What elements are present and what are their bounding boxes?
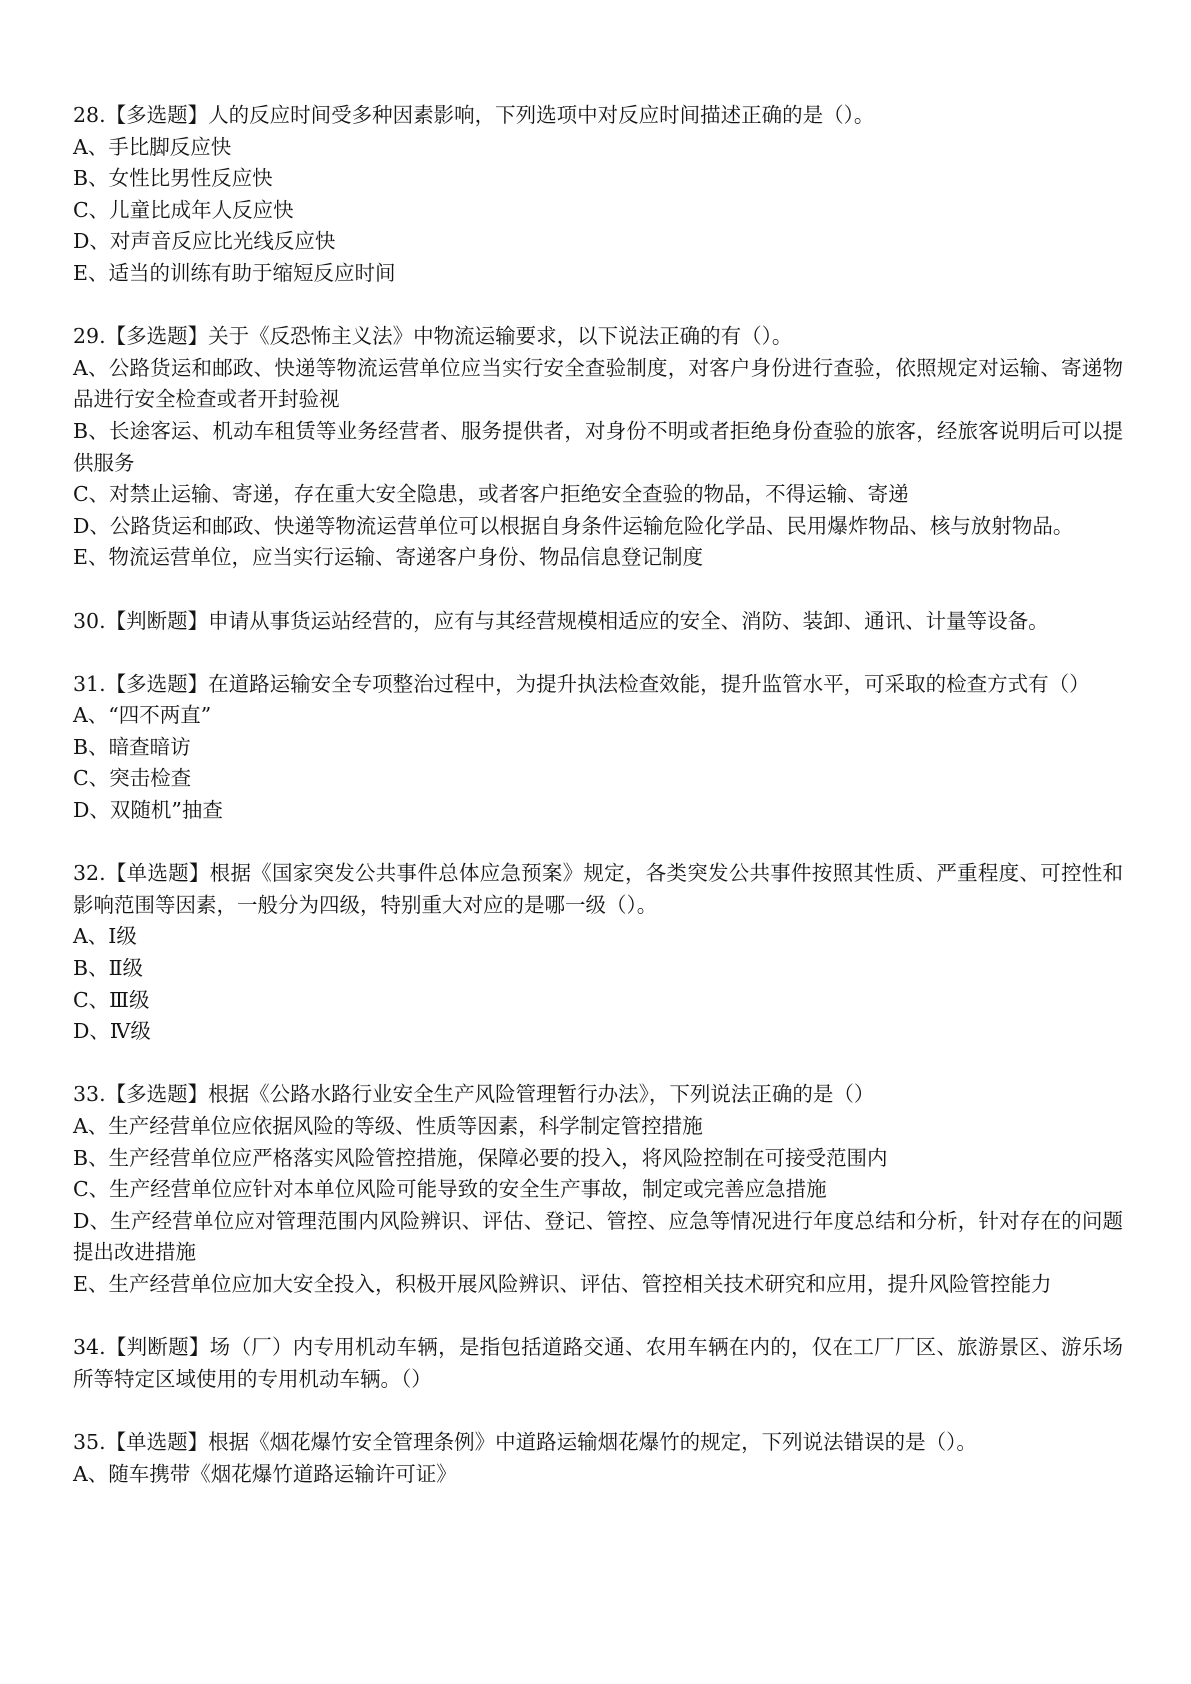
question-stem: 31.【多选题】在道路运输安全专项整治过程中，为提升执法检查效能，提升监管水平，可采取的检查方式有（） [73,671,1090,696]
option-c: C、Ⅲ级 [73,987,150,1012]
option-e: E、物流运营单位，应当实行运输、寄递客户身份、物品信息登记制度 [73,545,703,570]
option-e: E、适当的训练有助于缩短反应时间 [73,260,396,285]
option-c: C、生产经营单位应针对本单位风险可能导致的安全生产事故，制定或完善应急措施 [73,1177,827,1202]
option-a: A、生产经营单位应依据风险的等级、性质等因素，科学制定管控措施 [73,1114,703,1138]
question-stem: 32.【单选题】根据《国家突发公共事件总体应急预案》规定，各类突发公共事件按照其性质、严重程度、可控性和影响范围等因素，一般分为四级，特别重大对应的是哪一级（）。 [73,861,1123,917]
option-b: B、Ⅱ级 [73,956,143,981]
option-a: A、Ⅰ级 [73,924,137,949]
question-stem: 28.【多选题】人的反应时间受多种因素影响，下列选项中对反应时间描述正确的是（）。 [73,103,875,127]
option-c: C、突击检查 [73,766,192,791]
option-a: A、“四不两直” [73,703,212,728]
option-d: D、公路货运和邮政、快递等物流运营单位可以根据自身条件运输危险化学品、民用爆炸物品、核与放射物品。 [73,513,1074,538]
question-stem: 35.【单选题】根据《烟花爆竹安全管理条例》中道路运输烟花爆竹的规定，下列说法错误的是（）。 [73,1429,977,1454]
question-32 [73,858,1123,1048]
option-b: B、生产经营单位应严格落实风险管控措施，保障必要的投入，将风险控制在可接受范围内 [73,1145,888,1170]
option-b: B、女性比男性反应快 [73,166,273,191]
document-page [73,100,1123,1522]
question-33 [73,1079,1123,1300]
option-d: D、双随机”抽查 [73,798,223,823]
question-29 [73,321,1123,574]
question-stem: 34.【判断题】场（厂）内专用机动车辆，是指包括道路交通、农用车辆在内的，仅在工厂厂区、旅游景区、游乐场所等特定区域使用的专用机动车辆。（） [73,1335,1123,1391]
option-a: A、手比脚反应快 [73,134,232,159]
question-stem: 30.【判断题】申请从事货运站经营的，应有与其经营规模相适应的安全、消防、装卸、通讯、计量等设备。 [73,608,1049,633]
option-d: D、生产经营单位应对管理范围内风险辨识、评估、登记、管控、应急等情况进行年度总结和分析，针对存在的问题提出改进措施 [73,1208,1123,1265]
question-31 [73,669,1123,827]
question-stem: 33.【多选题】根据《公路水路行业安全生产风险管理暂行办法》，下列说法正确的是（） [73,1082,875,1107]
option-c: C、儿童比成年人反应快 [73,197,294,222]
option-e: E、生产经营单位应加大安全投入，积极开展风险辨识、评估、管控相关技术研究和应用，提升风险管控能力 [73,1271,1052,1296]
option-c: C、对禁止运输、寄递，存在重大安全隐患，或者客户拒绝安全查验的物品，不得运输、寄递 [73,482,909,507]
option-b: B、长途客运、机动车租赁等业务经营者、服务提供者，对身份不明或者拒绝身份查验的旅客，经旅客说明后可以提供服务 [73,418,1123,475]
question-28 [73,100,1123,290]
option-a: A、随车携带《烟花爆竹道路运输许可证》 [73,1461,457,1486]
question-34 [73,1332,1123,1395]
question-35 [73,1427,1123,1490]
question-30 [73,606,1123,638]
option-d: D、Ⅳ级 [73,1019,151,1044]
question-stem: 29.【多选题】关于《反恐怖主义法》中物流运输要求，以下说法正确的有（）。 [73,324,793,349]
option-a: A、公路货运和邮政、快递等物流运营单位应当实行安全查验制度，对客户身份进行查验，依照规定对运输、寄递物品进行安全检查或者开封验视 [73,355,1123,412]
option-d: D、对声音反应比光线反应快 [73,229,336,254]
option-b: B、暗查暗访 [73,734,191,759]
